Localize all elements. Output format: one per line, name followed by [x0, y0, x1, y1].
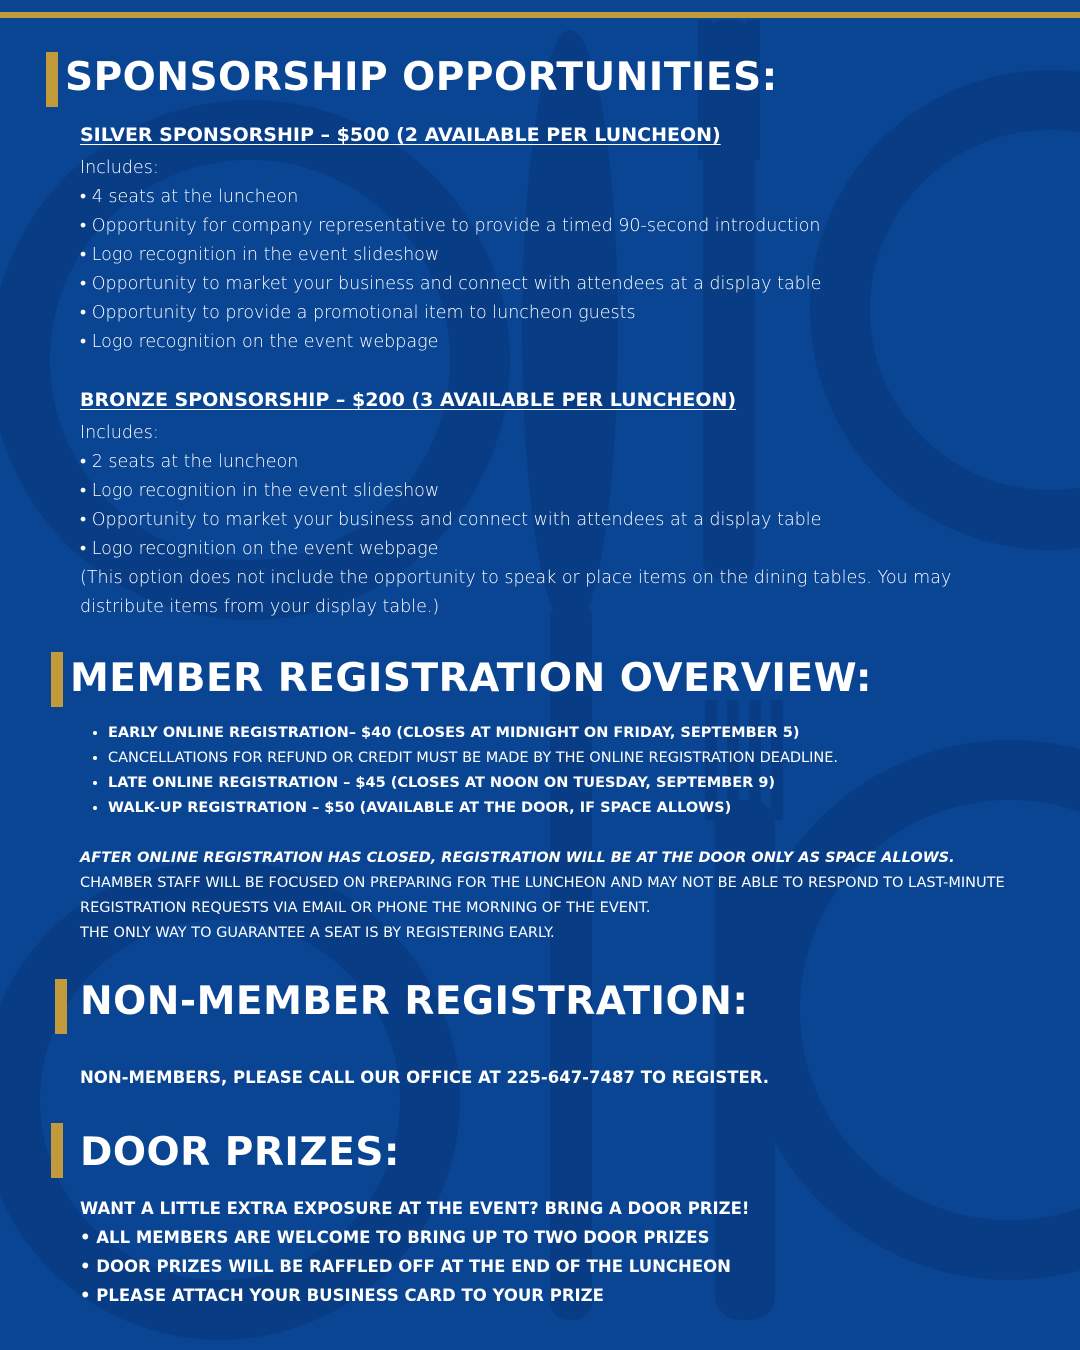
registration-notice-closing: THE ONLY WAY TO GUARANTEE A SEAT IS BY REGISTERING EARLY.: [80, 925, 555, 941]
non-member-title: NON-MEMBER REGISTRATION:: [80, 979, 749, 1024]
heading-accent-bar: [51, 652, 63, 707]
door-prizes-list: [80, 1194, 749, 1310]
list-item: • 4 seats at the luncheon: [80, 187, 299, 207]
bronze-sponsorship-heading: BRONZE SPONSORSHIP – $200 (3 AVAILABLE PER LUNCHEON): [80, 389, 737, 411]
registration-notice-body: CHAMBER STAFF WILL BE FOCUSED ON PREPARING FOR THE LUNCHEON AND MAY NOT BE ABLE TO RESPOND TO LAST-MINUTE REGISTRATION REQUESTS VIA EMAIL OR PHONE THE MORNING OF THE EVENT.: [80, 875, 1005, 916]
bronze-sponsorship-list: [80, 419, 821, 564]
list-item: Includes:: [80, 423, 159, 443]
list-item: • Opportunity to market your business and connect with attendees at a display table: [80, 510, 822, 530]
registration-notice-emphasis: AFTER ONLINE REGISTRATION HAS CLOSED, REGISTRATION WILL BE AT THE DOOR ONLY AS SPACE ALLOWS.: [80, 850, 955, 866]
heading-accent-bar: [46, 52, 58, 107]
list-item: • CANCELLATIONS FOR REFUND OR CREDIT MUST BE MADE BY THE ONLINE REGISTRATION DEADLINE.: [108, 746, 838, 771]
member-registration-title: MEMBER REGISTRATION OVERVIEW:: [70, 656, 873, 701]
list-item: • Logo recognition on the event webpage: [80, 332, 439, 352]
list-item: • Opportunity for company representative to provide a timed 90-second introduction: [80, 216, 821, 236]
sponsorship-title: SPONSORSHIP OPPORTUNITIES:: [65, 55, 778, 100]
heading-accent-bar: [51, 1123, 63, 1178]
list-item: • DOOR PRIZES WILL BE RAFFLED OFF AT THE END OF THE LUNCHEON: [80, 1257, 731, 1276]
silver-sponsorship-list: [80, 154, 821, 357]
list-item: Includes:: [80, 158, 159, 178]
list-item: • Opportunity to provide a promotional item to luncheon guests: [80, 303, 636, 323]
list-item: • Logo recognition in the event slideshow: [80, 245, 440, 265]
bronze-sponsorship-note: (This option does not include the opportunity to speak or place items on the dining tables. You may distribute items from your display table.): [80, 568, 952, 617]
registration-notice: [80, 846, 1060, 946]
door-prizes-title: DOOR PRIZES:: [80, 1130, 401, 1175]
list-item: • Logo recognition in the event slideshow: [80, 481, 440, 501]
list-item: WANT A LITTLE EXTRA EXPOSURE AT THE EVENT? BRING A DOOR PRIZE!: [80, 1199, 750, 1218]
list-item: • LATE ONLINE REGISTRATION – $45 (CLOSES AT NOON ON TUESDAY, SEPTEMBER 9): [108, 771, 838, 796]
list-item: • 2 seats at the luncheon: [80, 452, 299, 472]
list-item: • PLEASE ATTACH YOUR BUSINESS CARD TO YOUR PRIZE: [80, 1286, 604, 1305]
non-member-instructions: NON-MEMBERS, PLEASE CALL OUR OFFICE AT 225-647-7487 TO REGISTER.: [80, 1068, 770, 1087]
heading-accent-bar: [55, 979, 67, 1034]
silver-sponsorship-heading: SILVER SPONSORSHIP – $500 (2 AVAILABLE PER LUNCHEON): [80, 124, 721, 146]
list-item: • WALK-UP REGISTRATION – $50 (AVAILABLE AT THE DOOR, IF SPACE ALLOWS): [108, 796, 838, 821]
member-registration-list: [86, 721, 838, 821]
list-item: • EARLY ONLINE REGISTRATION– $40 (CLOSES AT MIDNIGHT ON FRIDAY, SEPTEMBER 5): [108, 721, 838, 746]
list-item: • ALL MEMBERS ARE WELCOME TO BRING UP TO TWO DOOR PRIZES: [80, 1228, 710, 1247]
list-item: • Logo recognition on the event webpage: [80, 539, 439, 559]
list-item: • Opportunity to market your business and connect with attendees at a display table: [80, 274, 822, 294]
